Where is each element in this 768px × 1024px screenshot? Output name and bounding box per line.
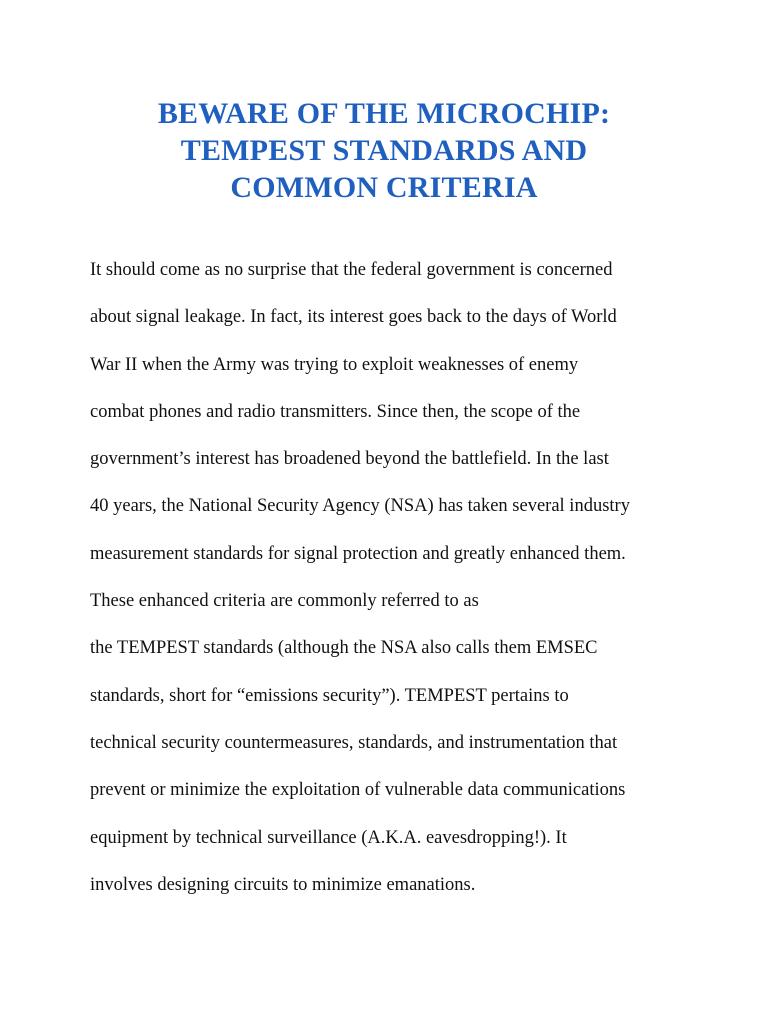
body-line: government’s interest has broadened beyond the battlefield. In the last: [90, 449, 609, 470]
title-line-3: COMMON CRITERIA: [230, 171, 538, 204]
document-title: [60, 95, 708, 206]
body-paragraph: [90, 252, 730, 914]
body-line: technical security countermeasures, standards, and instrumentation that: [90, 732, 618, 753]
body-line: measurement standards for signal protection and greatly enhanced them.: [90, 543, 626, 564]
body-line: It should come as no surprise that the federal government is concerned: [90, 260, 613, 280]
body-line: These enhanced criteria are commonly referred to as: [90, 591, 479, 612]
body-line: combat phones and radio transmitters. Since then, the scope of the: [90, 401, 581, 422]
body-line: standards, short for “emissions security”). TEMPEST pertains to: [90, 685, 569, 706]
title-line-2: TEMPEST STANDARDS AND: [180, 134, 588, 167]
body-line: involves designing circuits to minimize emanations.: [90, 874, 476, 895]
body-line: equipment by technical surveillance (A.K.A. eavesdropping!). It: [90, 827, 567, 848]
body-line: 40 years, the National Security Agency (NSA) has taken several industry: [90, 496, 630, 517]
body-line: prevent or minimize the exploitation of vulnerable data communications: [90, 780, 626, 801]
body-line: War II when the Army was trying to exploit weaknesses of enemy: [90, 354, 579, 375]
body-line: about signal leakage. In fact, its interest goes back to the days of World: [90, 307, 617, 328]
title-line-1: BEWARE OF THE MICROCHIP:: [157, 97, 611, 130]
body-line: the TEMPEST standards (although the NSA also calls them EMSEC: [90, 638, 598, 659]
